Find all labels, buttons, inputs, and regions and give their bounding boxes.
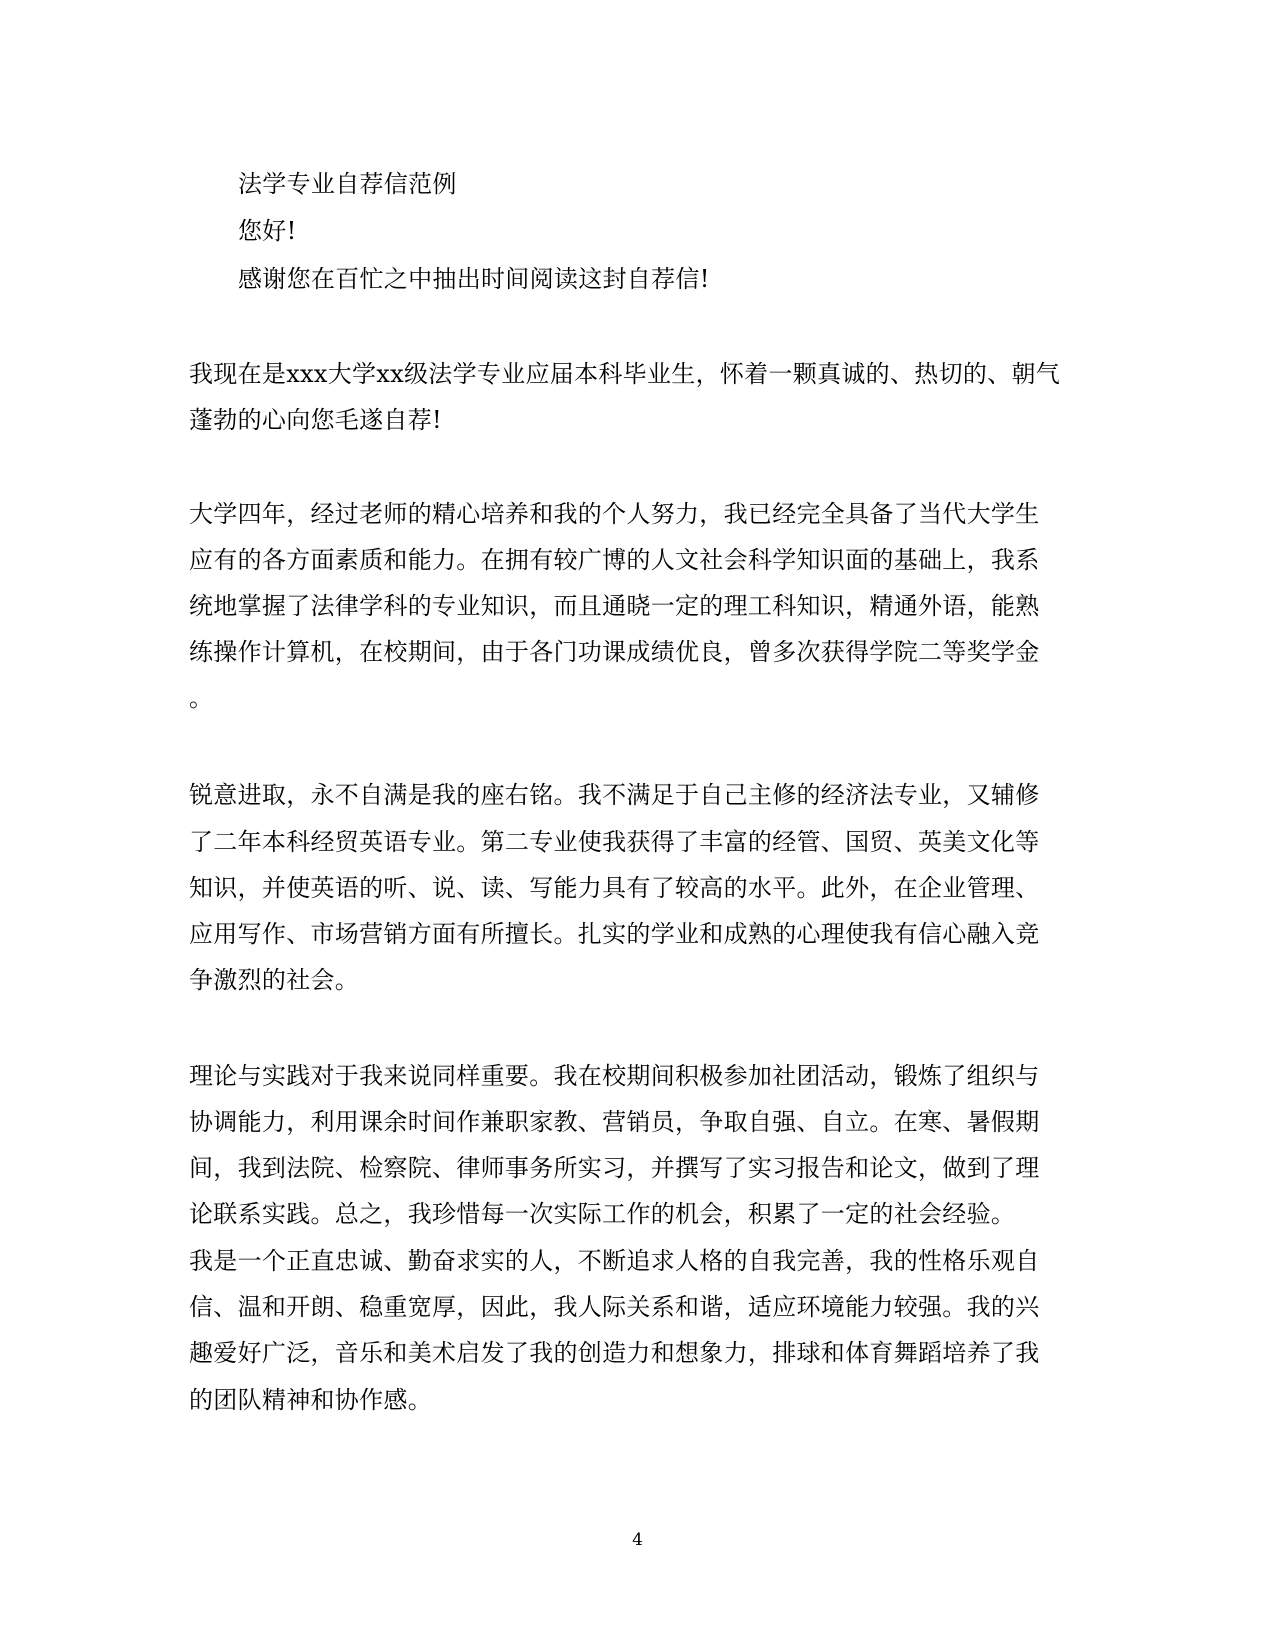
document-title: 法学专业自荐信范例 [238, 170, 457, 198]
body-line-15: 间，我到法院、检察院、律师事务所实习，并撰写了实习报告和论文，做到了理 [189, 1154, 1040, 1182]
body-line-20: 的团队精神和协作感。 [189, 1386, 432, 1414]
body-line-14: 协调能力，利用课余时间作兼职家教、营销员，争取自强、自立。在寒、暑假期 [189, 1108, 1040, 1136]
body-line-19: 趣爱好广泛，音乐和美术启发了我的创造力和想象力，排球和体育舞蹈培养了我 [189, 1339, 1040, 1367]
body-line-2: 蓬勃的心向您毛遂自荐! [189, 406, 442, 434]
body-line-6: 练操作计算机，在校期间，由于各门功课成绩优良，曾多次获得学院二等奖学金 [189, 638, 1040, 666]
body-line-1: 我现在是xxx大学xx级法学专业应届本科毕业生，怀着一颗真诚的、热切的、朝气 [189, 360, 1061, 388]
body-line-4: 应有的各方面素质和能力。在拥有较广博的人文社会科学知识面的基础上，我系 [189, 546, 1040, 574]
body-line-9: 了二年本科经贸英语专业。第二专业使我获得了丰富的经管、国贸、英美文化等 [189, 828, 1040, 856]
body-line-7: 。 [189, 684, 214, 712]
body-line-16: 论联系实践。总之，我珍惜每一次实际工作的机会，积累了一定的社会经验。 [189, 1200, 1016, 1228]
body-line-10: 知识，并使英语的听、说、读、写能力具有了较高的水平。此外，在企业管理、 [189, 874, 1040, 902]
body-line-5: 统地掌握了法律学科的专业知识，而且通晓一定的理工科知识，精通外语，能熟 [189, 592, 1040, 620]
body-line-12: 争激烈的社会。 [189, 966, 360, 994]
body-line-3: 大学四年，经过老师的精心培养和我的个人努力，我已经完全具备了当代大学生 [189, 500, 1040, 528]
body-line-18: 信、温和开朗、稳重宽厚，因此，我人际关系和谐，适应环境能力较强。我的兴 [189, 1293, 1040, 1321]
body-line-11: 应用写作、市场营销方面有所擅长。扎实的学业和成熟的心理使我有信心融入竞 [189, 920, 1040, 948]
greeting: 您好! [238, 217, 297, 245]
body-line-17: 我是一个正直忠诚、勤奋求实的人，不断追求人格的自我完善，我的性格乐观自 [189, 1247, 1040, 1275]
body-line-8: 锐意进取，永不自满是我的座右铭。我不满足于自己主修的经济法专业，又辅修 [189, 781, 1040, 809]
body-line-13: 理论与实践对于我来说同样重要。我在校期间积极参加社团活动，锻炼了组织与 [189, 1062, 1040, 1090]
thanks-line: 感谢您在百忙之中抽出时间阅读这封自荐信! [238, 265, 710, 293]
page-number: 4 [632, 1530, 643, 1550]
